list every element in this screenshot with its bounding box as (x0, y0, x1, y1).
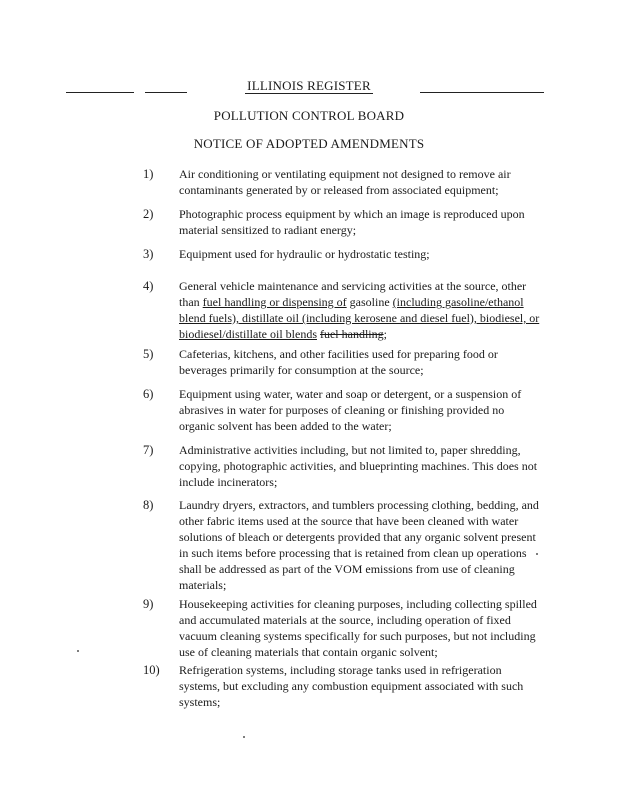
item-text: Air conditioning or ventilating equipment not designed to remove air contaminants generated by or released from associated equipment; (179, 167, 511, 197)
scan-speck (77, 650, 79, 652)
item-text: Housekeeping activities for cleaning purposes, including collecting spilled and accumulated materials at the source, including operation of fixed vacuum cleaning systems specifically for such purposes, but not including use of cleaning materials that contain organic solvent; (179, 597, 537, 659)
text-plain: gasoline (346, 295, 393, 309)
item-text: Equipment used for hydraulic or hydrostatic testing; (179, 247, 430, 261)
item-number: 2) (143, 207, 154, 221)
item-number: 5) (143, 347, 154, 361)
item-number: 6) (143, 387, 154, 401)
item-text: Administrative activities including, but not limited to, paper shredding, copying, photographic activities, and blueprinting machines. This does not include incinerators; (179, 443, 538, 489)
notice-heading: NOTICE OF ADOPTED AMENDMENTS (193, 136, 425, 151)
item-number: 10) (143, 663, 160, 677)
text-plain: ; (383, 327, 387, 341)
register-title: ILLINOIS REGISTER (247, 78, 371, 93)
item-text: Cafeterias, kitchens, and other facilities used for preparing food or beverages primarily for consumption at the source; (179, 347, 498, 377)
item-text (179, 278, 541, 342)
item-number: 8) (143, 498, 154, 512)
scan-speck (536, 553, 538, 555)
item-text: Photographic process equipment by which an image is reproduced upon material sensitized to radiant energy; (179, 207, 525, 237)
item-text: Laundry dryers, extractors, and tumblers processing clothing, bedding, and other fabric items used at the source that have been cleaned with water solutions of bleach or detergents provided that any organic solvent present in such items before processing that is retained from clean up operations shall be addressed as part of the VOM emissions from use of cleaning materials; (179, 498, 539, 592)
item-number: 3) (143, 247, 154, 261)
text-plain: General vehicle maintenance and servicing activities at the source, other than (179, 279, 527, 309)
item-text: Refrigeration systems, including storage tanks used in refrigeration systems, but excluding any combustion equipment associated with such systems; (179, 663, 524, 709)
board-heading: POLLUTION CONTROL BOARD (213, 108, 405, 123)
item-text: Equipment using water, water and soap or detergent, or a suspension of abrasives in water for purposes of cleaning or finishing provided no organic solvent has been added to the water; (179, 387, 522, 433)
item-number: 1) (143, 167, 154, 181)
item-number: 7) (143, 443, 154, 457)
item-number: 4) (143, 279, 154, 293)
text-inserted: (including gasoline/ethanol blend fuels), distillate oil (including kerosene and diesel fuel), biodiesel, or biodiesel/distillate oil blends (179, 295, 540, 341)
item-number: 9) (143, 597, 154, 611)
text-inserted: fuel handling or dispensing of (202, 295, 347, 309)
scan-speck (243, 736, 245, 738)
text-deleted: fuel handling (319, 327, 384, 341)
